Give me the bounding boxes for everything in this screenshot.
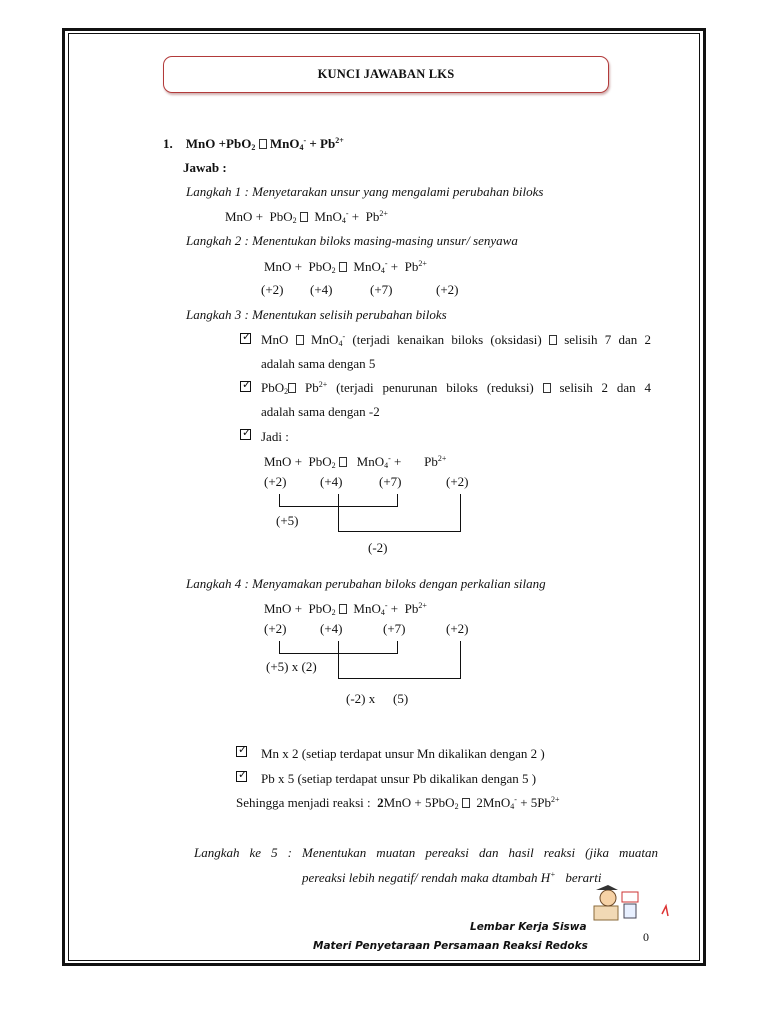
step-3: Langkah 3 : Menentukan selisih perubahan biloks — [186, 307, 447, 322]
step-2: Langkah 2 : Menentukan biloks masing-masing unsur/ senyawa — [186, 233, 518, 248]
student-mascot-icon — [588, 884, 670, 924]
equation-row: MnO + PbO$_2$ $MnO_4^- + Pb^{2+}$ — [264, 601, 427, 617]
check-item-1: MnO MnO$_4$- (terjadi kenaikan biloks (oksidasi) selisih 7 dan 2 — [261, 332, 652, 348]
arrow-icon — [300, 212, 308, 222]
bracket-line — [460, 641, 461, 679]
ox-state: (+2) — [264, 474, 287, 489]
check-item-2-cont: adalah sama dengan -2 — [261, 404, 380, 419]
ox-state: (+4) — [320, 621, 343, 636]
arrow-icon — [462, 798, 470, 808]
step-1: Langkah 1 : Menyetarakan unsur yang mengalami perubahan biloks — [186, 184, 544, 199]
bracket-line — [338, 641, 339, 679]
equation-row: MnO + PbO$_2$ MnO$_4$- + $Pb^{2+}$ — [264, 454, 447, 470]
arrow-icon — [288, 383, 296, 393]
ox-multiplier: (+5) x (2) — [266, 659, 317, 674]
arrow-icon — [549, 335, 557, 345]
arrow-icon — [339, 457, 347, 467]
footer-line-1: Lembar Kerja Siswa — [470, 921, 587, 933]
checkbox-checked-icon: ✓ — [238, 743, 248, 756]
equation-row: MnO + PbO$_2$ $MnO_4^- + Pb^{2+}$ — [225, 209, 388, 225]
step-5-cont: pereaksi lebih negatif/ rendah maka dtambah H+ berarti — [302, 870, 602, 885]
check-item-4: Mn x 2 (setiap terdapat unsur Mn dikalikan dengan 2 ) — [261, 746, 545, 761]
ox-change: (-2) — [368, 540, 388, 555]
step-5: Langkah ke 5 : Menentukan muatan pereaksi dan hasil reaksi (jika muatan — [194, 845, 658, 860]
check-item-2: PbO$_2$ $Pb^{2+}$ (terjadi penurunan biloks (reduksi) selisih 2 dan 4 — [261, 380, 652, 396]
ox-state: (+7) — [383, 621, 406, 636]
title-box — [163, 56, 609, 93]
bracket-line — [397, 494, 398, 507]
ox-state: (+4) — [310, 282, 333, 297]
ox-state: (+2) — [264, 621, 287, 636]
step-4: Langkah 4 : Menyamakan perubahan biloks dengan perkalian silang — [186, 576, 546, 591]
checkbox-checked-icon: ✓ — [242, 330, 252, 343]
ox-state: (+7) — [379, 474, 402, 489]
ox-state: (+2) — [436, 282, 459, 297]
page-title: KUNCI JAWABAN LKS — [317, 67, 455, 81]
ox-multiplier: (5) — [393, 691, 409, 706]
arrow-icon — [339, 604, 347, 614]
bracket-line — [397, 641, 398, 654]
bracket-line — [338, 678, 460, 679]
arrow-icon — [296, 335, 304, 345]
arrow-icon — [543, 383, 551, 393]
page-border-inner — [68, 33, 700, 961]
check-item-1-cont: adalah sama dengan 5 — [261, 356, 376, 371]
checkbox-checked-icon: ✓ — [242, 426, 252, 439]
question-equation: 1. MnO +PbO$_2$ $MnO_4^- + Pb^{2+}$ — [163, 136, 344, 152]
arrow-icon — [339, 262, 347, 272]
answer-label: Jawab : — [183, 160, 227, 175]
bracket-line — [460, 494, 461, 532]
ox-state: (+2) — [446, 474, 469, 489]
ox-state: (+4) — [320, 474, 343, 489]
checkbox-checked-icon: ✓ — [242, 378, 252, 391]
check-item-3: Jadi : — [261, 429, 289, 444]
check-item-5: Pb x 5 (setiap terdapat unsur Pb dikalikan dengan 5 ) — [261, 771, 537, 786]
footer-line-2: Materi Penyetaraan Persamaan Reaksi Redoks — [313, 940, 588, 952]
equation-row: MnO + PbO$_2$ $MnO_4^- + Pb^{2+}$ — [264, 259, 427, 275]
arrow-icon — [259, 139, 267, 149]
ox-state: (+2) — [446, 621, 469, 636]
bracket-line — [338, 494, 339, 532]
ox-multiplier: (-2) x — [346, 691, 376, 706]
checkbox-checked-icon: ✓ — [238, 768, 248, 781]
bracket-line — [338, 531, 460, 532]
ox-state: (+7) — [370, 282, 393, 297]
result-equation: Sehingga menjadi reaksi : 2MnO + 5PbO$_2$ $2MnO_4^- + 5Pb^{2+}$ — [236, 795, 560, 811]
ox-state: (+2) — [261, 282, 284, 297]
page-number: 0 — [643, 930, 649, 944]
ox-change: (+5) — [276, 513, 299, 528]
